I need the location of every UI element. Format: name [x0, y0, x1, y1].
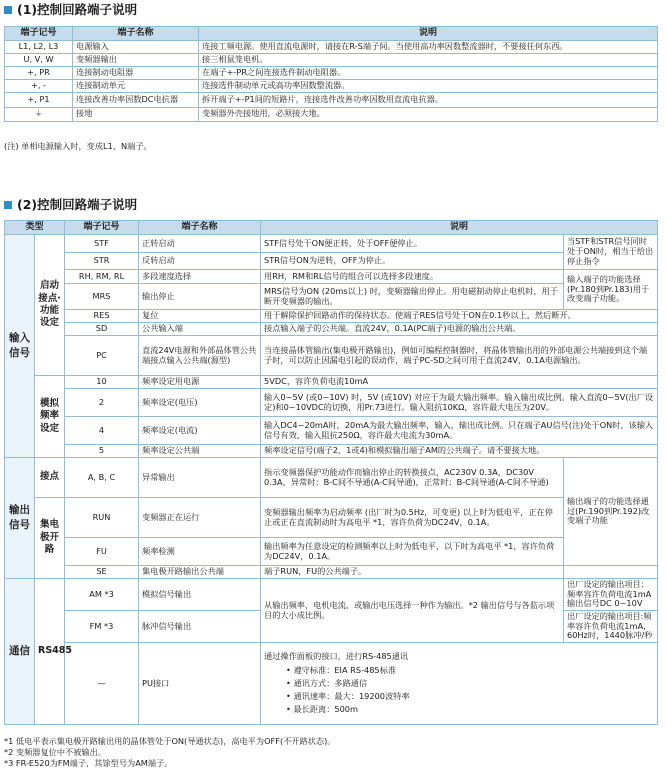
- terminal-symbol: +, PR: [5, 66, 73, 79]
- output-function-note: 输出端子的功能选择通过(Pr.190到Pr.192)改变端子功能: [563, 458, 657, 566]
- table-row: [5, 92, 658, 107]
- terminal-symbol: SD: [65, 323, 139, 336]
- header-type: 类型: [5, 221, 65, 235]
- sub-start-label: 启动接点·功能设定: [35, 235, 65, 376]
- terminal-symbol: RES: [65, 310, 139, 323]
- empty-cell: [563, 566, 657, 579]
- terminal-symbol: SE: [65, 566, 139, 579]
- header-desc: 说明: [261, 221, 658, 235]
- table-row: [5, 107, 658, 121]
- terminal-name: 模拟信号输出: [139, 579, 261, 611]
- header-symbol: 端子记号: [5, 27, 73, 41]
- table-row: [5, 445, 658, 458]
- terminal-symbol: RH, RM, RL: [65, 270, 139, 284]
- table-header-row: [5, 221, 658, 235]
- table-row: [5, 498, 658, 538]
- terminal-desc: 变频器外壳接地用，必须接大地。: [199, 107, 658, 121]
- terminal-symbol: RUN: [65, 498, 139, 538]
- terminal-name: 异常输出: [139, 458, 261, 498]
- terminal-name: 变频器正在运行: [139, 498, 261, 538]
- terminal-name: 频率设定(电流): [139, 417, 261, 445]
- terminal-symbol: STF: [65, 235, 139, 253]
- terminal-desc: 变频器输出频率为启动频率 (出厂时为0.5Hz，可变更) 以上时为低电平，正在停止或正在直流制动时为高电平 *1，容许负荷为DC24V，0.1A。: [261, 498, 564, 538]
- terminal-desc: 用于解除保护回路动作的保持状态。使端子RES信号处于ON在0.1秒以上，然后断开。: [261, 310, 658, 323]
- terminal-symbol: 10: [65, 376, 139, 389]
- terminal-desc: 指示变频器保护功能动作而输出停止的转换接点，AC230V 0.3A，DC30V 0.3A，异常时：B-C间不导通(A-C间导通)，正常时：B-C间导通(A-C间不导通): [261, 458, 564, 498]
- terminal-symbol: ⏚: [5, 107, 73, 121]
- table-row: [5, 270, 658, 284]
- table-header-row: [5, 27, 658, 41]
- section1-note: (注) 单相电源输入时，变成L1、N端子。: [4, 141, 152, 151]
- pu-intro: 通过操作面板的接口，进行RS-485通讯: [264, 650, 409, 661]
- pu-spec-item: • 通讯方式：多路通信: [286, 678, 368, 689]
- table-row: [5, 40, 658, 53]
- group-comm-label: 通信: [5, 579, 35, 725]
- terminal-symbol: FU: [65, 538, 139, 566]
- terminal-name: 连接制动单元: [73, 79, 199, 92]
- table-row: [5, 235, 658, 253]
- terminal-desc: 端子RUN，FU的公共端子。: [261, 566, 564, 579]
- terminal-desc: 拆开端子+-P1间的短路片，连接选件改善功率因数用直流电抗器。: [199, 92, 658, 107]
- terminal-name: 电源输入: [73, 40, 199, 53]
- sub-contact-label: 接点: [35, 458, 65, 498]
- sub-open-collector-label: 集电极开路: [35, 498, 65, 579]
- footnote-2: *2 变频器复位中不被输出。: [4, 747, 106, 758]
- terminal-name: 接地: [73, 107, 199, 121]
- terminal-name: 频率设定用电源: [139, 376, 261, 389]
- terminal-desc: 用RH，RM和RL信号的组合可以选择多段速度。: [261, 270, 564, 284]
- terminal-name: 直流24V电源和外部晶体管公共端接点输入公共端(源型): [139, 336, 261, 376]
- terminal-desc: 当连接晶体管输出(集电极开路输出)，例如可编程控制器时，将晶体管输出用的外部电源公共端接到这个端子时，可以防止因漏电引起的误动作，端子PC-SD之间可用于直流24V，0.1A电源输出。: [261, 336, 658, 376]
- group-output-label: 输出信号: [5, 458, 35, 579]
- footnotes: [4, 736, 336, 769]
- terminal-symbol: 4: [65, 417, 139, 445]
- table-row: [5, 53, 658, 66]
- terminal-symbol: L1, L2, L3: [5, 40, 73, 53]
- terminal-symbol: —: [65, 643, 139, 725]
- terminal-symbol: PC: [65, 336, 139, 376]
- terminal-symbol: +, -: [5, 79, 73, 92]
- am-fm-desc: 从输出频率，电机电流，或输出电压选择一种作为输出。*2 输出信号与各监示项目的大小成比例。: [261, 579, 564, 643]
- table-row: [5, 643, 658, 725]
- section-square-icon: [4, 6, 12, 14]
- terminal-desc: 输出频率为任意设定的检测频率以上时为低电平，以下时为高电平 *1，容许负荷为DC24V，0.1A。: [261, 538, 564, 566]
- terminal-name: PU接口: [139, 643, 261, 725]
- section1-title: (1)控制回路端子说明: [4, 3, 137, 18]
- am-note: 出厂设定的输出项目：频率容许负荷电流1mA 输出信号DC 0~10V: [563, 579, 657, 611]
- terminal-desc: MRS信号为ON (20ms以上) 时，变频器输出停止。用电磁制动停止电机时，用于断开变频器的输出。: [261, 284, 564, 310]
- terminal-symbol: A, B, C: [65, 458, 139, 498]
- table-row: [5, 336, 658, 376]
- terminal-name: 输出停止: [139, 284, 261, 310]
- table-row: [5, 566, 658, 579]
- terminal-desc: 接三相鼠笼电机。: [199, 53, 658, 66]
- header-name: 端子名称: [139, 221, 261, 235]
- terminal-name: 正转启动: [139, 235, 261, 253]
- sub-rs485-label: RS485: [35, 579, 65, 725]
- footnote-1: *1 低电平表示集电极开路输出用的晶体管处于ON(导通状态)，高电平为OFF(不开路状态)。: [4, 736, 336, 746]
- sub-analog-label: 模拟频率设定: [35, 376, 65, 458]
- pu-desc: [261, 643, 658, 725]
- terminal-desc: 连接选件制动单元或高功率因数整流器。: [199, 79, 658, 92]
- table-row: [5, 79, 658, 92]
- terminal-desc: STR信号ON为逆转，OFF为停止。: [261, 253, 564, 270]
- section-square-icon: [4, 201, 12, 209]
- table-row: [5, 579, 658, 611]
- main-circuit-table: [4, 26, 658, 122]
- terminal-desc: 接点输入端子的公共端。直流24V，0.1A(PC端子)电源的输出公共端。: [261, 323, 658, 336]
- terminal-name: 多段速度选择: [139, 270, 261, 284]
- table-row: [5, 323, 658, 336]
- header-name: 端子名称: [73, 27, 199, 41]
- header-desc: 说明: [199, 27, 658, 41]
- table-row: [5, 310, 658, 323]
- terminal-name: 连接改善功率因数DC电抗器: [73, 92, 199, 107]
- terminal-desc: STF信号处于ON便正转，处于OFF便停止。: [261, 235, 564, 253]
- terminal-name: 频率设定(电压): [139, 389, 261, 417]
- terminal-name: 反转启动: [139, 253, 261, 270]
- fm-note: 出厂设定的输出项目:频率容许负荷电流1mA, 60Hz时，1440脉冲/秒: [563, 611, 657, 643]
- footnote-3: *3 FR-E520为FM端子，其馀型号为AM端子。: [4, 758, 173, 769]
- table-row: [5, 284, 658, 310]
- table-row: [5, 538, 658, 566]
- input-function-note: 输入端子的功能选择(Pr.180到Pr.183)用于改变端子功能。: [563, 270, 657, 310]
- terminal-desc: 输入0~5V (或0~10V) 时，5V (或10V) 对应于为最大输出频率。输入输出成比例。输入直流0~5V(出厂设定)和0~10VDC的切换，用Pr.73进行。输入阻抗10KΩ，容许最大电压为20V。: [261, 389, 658, 417]
- terminal-name: 连接制动电阻器: [73, 66, 199, 79]
- terminal-name: 公共输入端: [139, 323, 261, 336]
- terminal-symbol: MRS: [65, 284, 139, 310]
- terminal-name: 脉冲信号输出: [139, 611, 261, 643]
- terminal-symbol: STR: [65, 253, 139, 270]
- table-row: [5, 417, 658, 445]
- table-row: [5, 66, 658, 79]
- table-row: [5, 253, 658, 270]
- terminal-desc: 连接工频电源。使用直流电源时，请接在R-S端子间。当使用高功率因数整流器时，不要接任何东西。: [199, 40, 658, 53]
- pu-spec-item: • 通讯速率：最大：19200波特率: [286, 690, 410, 701]
- table-row: [5, 376, 658, 389]
- pu-spec-item: • 最长距离：500m: [286, 703, 358, 714]
- terminal-symbol: 5: [65, 445, 139, 458]
- group-input-label: 输入信号: [5, 235, 35, 458]
- terminal-symbol: U, V, W: [5, 53, 73, 66]
- terminal-name: 复位: [139, 310, 261, 323]
- terminal-name: 集电极开路输出公共端: [139, 566, 261, 579]
- terminal-name: 频率检测: [139, 538, 261, 566]
- terminal-symbol: 2: [65, 389, 139, 417]
- terminal-symbol: +, P1: [5, 92, 73, 107]
- terminal-desc: 频率设定信号(端子2，1或4)和模拟输出端子AM的公共端子。请不要接大地。: [261, 445, 658, 458]
- terminal-desc: 输入DC4~20mA时，20mA为最大输出频率，输入，输出成比例。只在端子AU信号(注)处于ON时，该输入信号有效，输入阻抗250Ω，容许最大电流为30mA。: [261, 417, 658, 445]
- terminal-name: 变频器输出: [73, 53, 199, 66]
- terminal-symbol: FM *3: [65, 611, 139, 643]
- terminal-name: 频率设定公共端: [139, 445, 261, 458]
- table-row: [5, 458, 658, 498]
- terminal-symbol: AM *3: [65, 579, 139, 611]
- header-symbol: 端子记号: [65, 221, 139, 235]
- table-row: [5, 389, 658, 417]
- control-circuit-table: [4, 220, 658, 725]
- terminal-desc: 在端子+-PR之间连接选件制动电阻器。: [199, 66, 658, 79]
- section2-title: (2)控制回路端子说明: [4, 198, 137, 213]
- terminal-desc: 5VDC，容许负荷电流10mA: [261, 376, 658, 389]
- pu-spec-item: • 遵守标准：EIA RS-485标准: [286, 665, 397, 676]
- stf-str-note: 当STF和STR信号同时处于ON时，相当于给出停止指令: [563, 235, 657, 270]
